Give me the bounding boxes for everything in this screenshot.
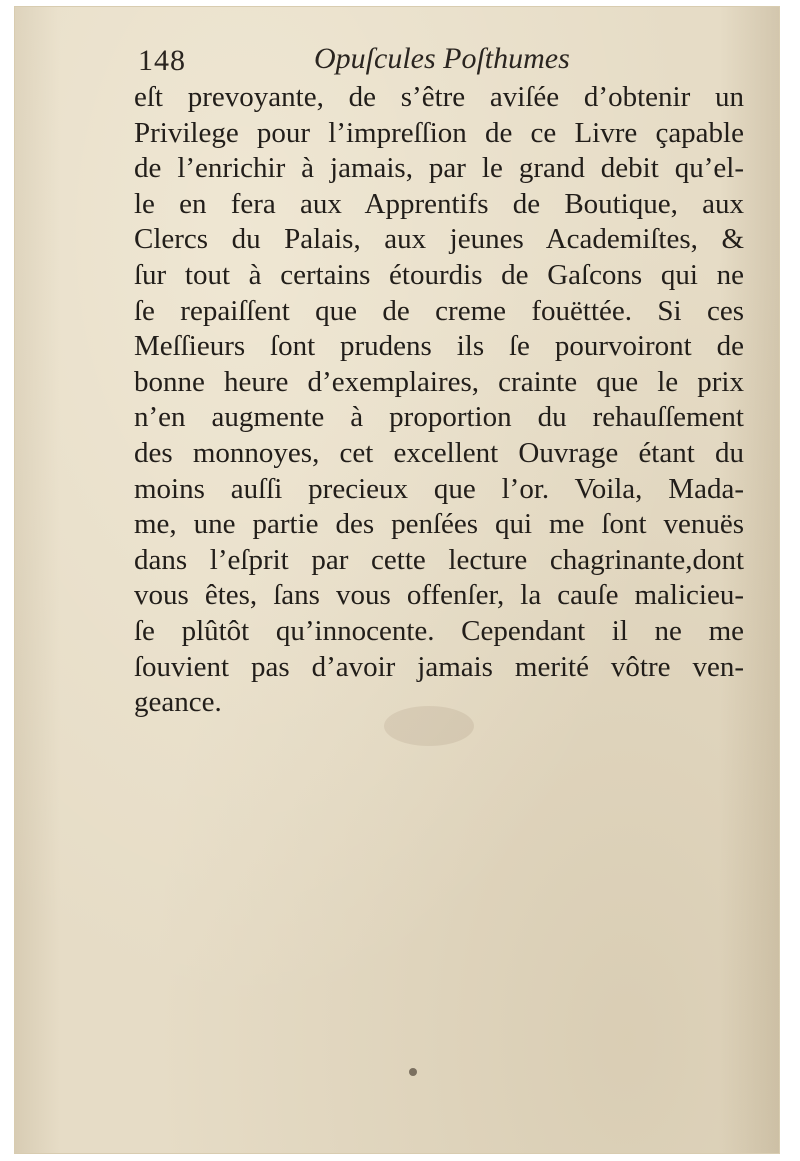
body-text <box>134 80 744 721</box>
text-line: ſur tout à certains étourdis de Gaſcons qui ne <box>134 258 744 291</box>
text-line: eſt prevoyante, de s’être aviſée d’obtenir un <box>134 81 744 113</box>
text-line: Meſſieurs ſont prudens ils ſe pourvoiront de <box>134 330 744 363</box>
page-number: 148 <box>138 44 186 77</box>
text-line: geance. <box>134 686 222 719</box>
text-line: moins auſſi precieux que l’or. Voila, Mada- <box>134 472 744 505</box>
text-line: ſe plûtôt qu’innocente. Cependant il ne me <box>134 614 744 647</box>
text-line: ſouvient pas d’avoir jamais merité vôtre ven- <box>134 650 744 683</box>
text-line: de l’enrichir à jamais, par le grand debit qu’el- <box>134 152 744 185</box>
text-line: vous êtes, ſans vous offenſer, la cauſe malicieu- <box>134 579 744 612</box>
text-line: bonne heure d’exemplaires, crainte que le prix <box>134 365 744 398</box>
running-title: Opuſcules Poſthumes <box>314 42 570 75</box>
text-line: me, une partie des penſées qui me ſont venuës <box>134 508 744 541</box>
text-line: ſe repaiſſent que de creme fouëttée. Si ces <box>134 294 744 327</box>
text-line: Clercs du Palais, aux jeunes Academiſtes, & <box>134 223 744 256</box>
text-line: dans l’eſprit par cette lecture chagrinante,dont <box>134 543 744 576</box>
text-line: Privilege pour l’impreſſion de ce Livre çapable <box>134 116 744 149</box>
text-line: des monnoyes, cet excellent Ouvrage étant du <box>134 436 744 469</box>
text-line: n’en augmente à proportion du rehauſſement <box>134 401 744 434</box>
paper-stain <box>409 1068 417 1076</box>
text-line: le en fera aux Apprentifs de Boutique, aux <box>134 187 744 220</box>
